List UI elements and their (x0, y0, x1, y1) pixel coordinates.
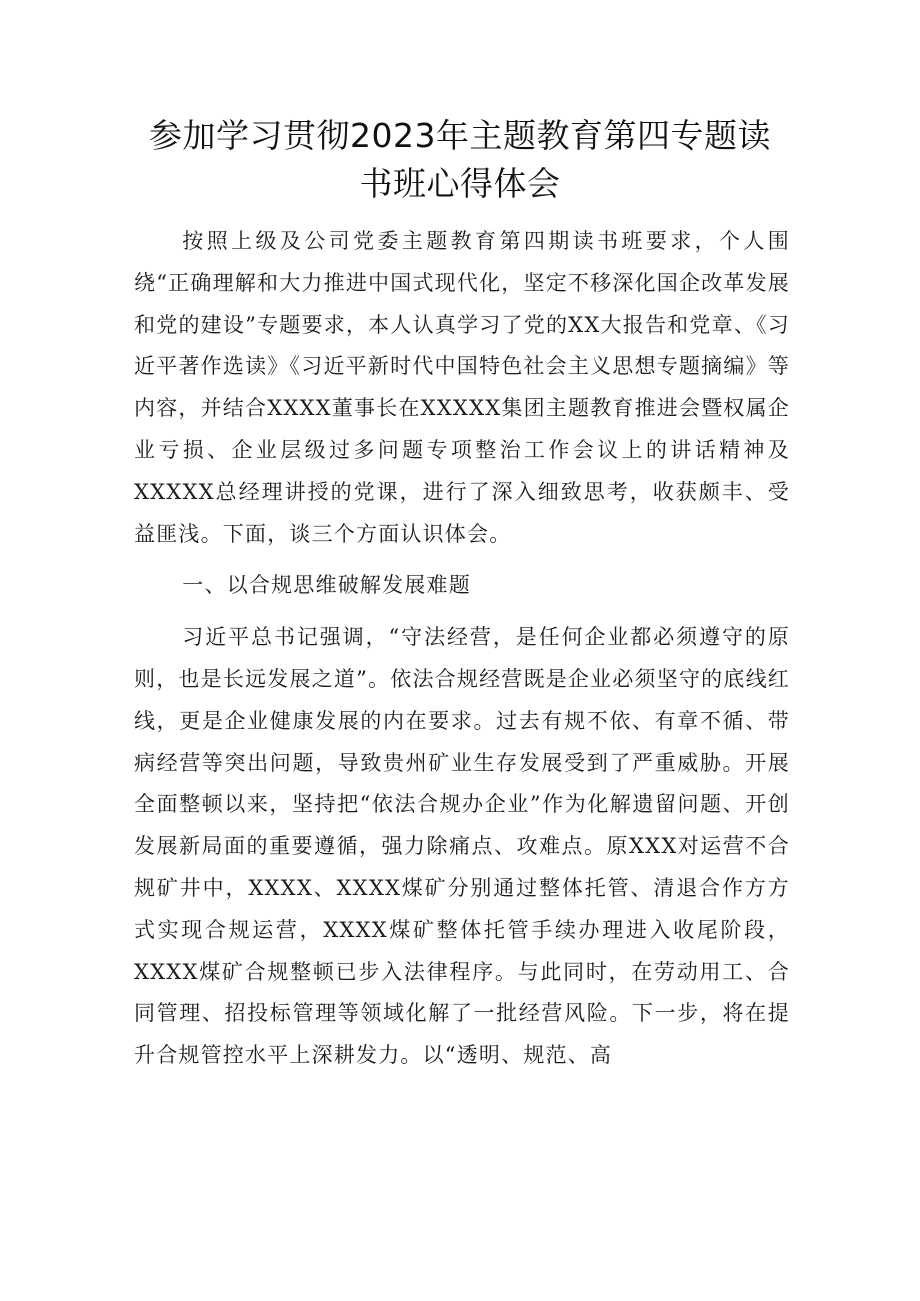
section-1-paragraph: 习近平总书记强调，“守法经营，是任何企业都必须遵守的原则，也是长远发展之道”。依法合规经营既是企业必须坚守的底线红线，更是企业健康发展的内在要求。过去有规不依、有章不循、带病经营等突出问题，导致贵州矿业生存发展受到了严重威胁。开展全面整顿以来，坚持把“依法合规办企业”作为化解遗留问题、开创发展新局面的重要遵循，强力除痛点、攻难点。原XXX对运营不合规矿井中，XXXX、XXXX煤矿分别通过整体托管、清退合作方方式实现合规运营，XXXX煤矿整体托管手续办理进入收尾阶段，XXXX煤矿合规整顿已步入法律程序。与此同时，在劳动用工、合同管理、招投标管理等领域化解了一批经营风险。下一步，将在提升合规管控水平上深耕发力。以“透明、规范、高 (134, 625, 790, 1068)
section-heading-1: 一、以合规思维破解发展难题 (182, 573, 471, 598)
document-title (110, 112, 810, 208)
intro-paragraph: 按照上级及公司党委主题教育第四期读书班要求，个人围绕“正确理解和大力推进中国式现代化，坚定不移深化国企改革发展和党的建设”专题要求，本人认真学习了党的XX大报告和党章、《习近平著作选读》《习近平新时代中国特色社会主义思想专题摘编》等内容，并结合XXXX董事长在XXXXX集团主题教育推进会暨权属企业亏损、企业层级过多问题专项整治工作会议上的讲话精神及XXXXX总经理讲授的党课，进行了深入细致思考，收获颇丰、受益匪浅。下面，谈三个方面认识体会。 (134, 229, 790, 546)
title-line-1: 参加学习贯彻2023年主题教育第四专题读 (149, 116, 771, 155)
title-line-2: 书班心得体会 (359, 164, 561, 203)
document-body (134, 221, 790, 1077)
